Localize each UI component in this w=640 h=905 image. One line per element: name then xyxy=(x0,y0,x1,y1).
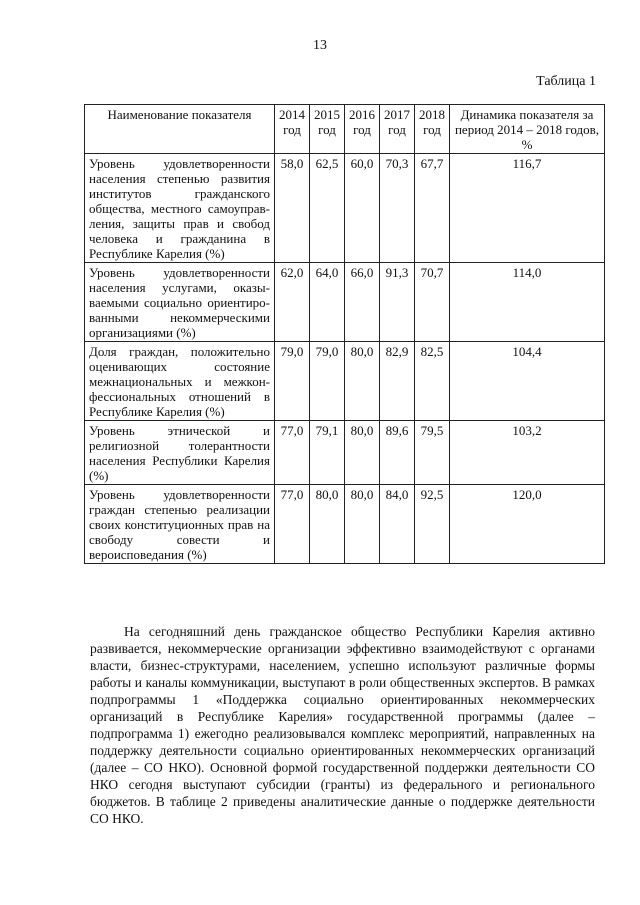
value-2014: 62,0 xyxy=(275,263,310,342)
value-2015: 79,1 xyxy=(310,421,345,485)
body-paragraph: На сегодняшний день гражданское общество Республики Карелия активно развивается, некоммерческие организации эффективно взаимодействуют с органами власти, бизнес-структурами, населением, успешно используют различные формы работы и каналы коммуникации, выступают в роли общественных экспертов. В рамках подпрограммы 1 «Поддержка социально ориентированных некоммерческих организаций в Республике Карелия» государственной программы (далее – подпрограмма 1) ежегодно реализовывался комплекс мероприятий, направленных на поддержку деятельности социально ориентированных некоммерческих организаций (далее – СО НКО). Основной формой государственной поддержки деятельности СО НКО сегодня выступают субсидии (гранты) из федерального и регионального бюджетов. В таблице 2 приведены аналитические данные о поддержке деятельности СО НКО. xyxy=(90,624,595,826)
header-year-2014 xyxy=(275,105,310,154)
value-2014: 79,0 xyxy=(275,342,310,421)
value-2016: 80,0 xyxy=(345,342,380,421)
dynamics-value: 116,7 xyxy=(450,154,605,263)
value-2014: 77,0 xyxy=(275,421,310,485)
header-year-label: 2014 xyxy=(279,107,305,122)
header-year-2015 xyxy=(310,105,345,154)
table-row xyxy=(85,421,605,485)
table-header xyxy=(85,105,605,154)
header-year-unit: год xyxy=(423,122,441,137)
header-year-label: 2017 xyxy=(384,107,410,122)
value-2015: 64,0 xyxy=(310,263,345,342)
dynamics-value: 103,2 xyxy=(450,421,605,485)
table-caption: Таблица 1 xyxy=(536,74,596,89)
dynamics-value: 104,4 xyxy=(450,342,605,421)
value-2016: 60,0 xyxy=(345,154,380,263)
header-year-unit: год xyxy=(388,122,406,137)
value-2015: 62,5 xyxy=(310,154,345,263)
value-2015: 80,0 xyxy=(310,485,345,564)
value-2018: 67,7 xyxy=(415,154,450,263)
table-body xyxy=(85,154,605,564)
header-dynamics: Динамика показателя за период 2014 – 2018 годов, % xyxy=(450,105,605,154)
value-2018: 82,5 xyxy=(415,342,450,421)
value-2017: 82,9 xyxy=(380,342,415,421)
header-year-label: 2016 xyxy=(349,107,375,122)
value-2017: 89,6 xyxy=(380,421,415,485)
header-year-unit: год xyxy=(318,122,336,137)
header-year-label: 2018 xyxy=(419,107,445,122)
table-row xyxy=(85,485,605,564)
indicator-name: Доля граждан, положительно оценивающих состояние межнациональных и межкон-фессиональных отношений в Республике Карелия (%) xyxy=(85,342,275,421)
indicators-table xyxy=(84,104,605,564)
header-year-2016 xyxy=(345,105,380,154)
value-2014: 58,0 xyxy=(275,154,310,263)
header-year-unit: год xyxy=(353,122,371,137)
indicator-name: Уровень удовлетворенности граждан степенью реализации своих конституционных прав на свободу совести и вероисповедания (%) xyxy=(85,485,275,564)
value-2018: 79,5 xyxy=(415,421,450,485)
value-2017: 70,3 xyxy=(380,154,415,263)
value-2018: 70,7 xyxy=(415,263,450,342)
table-row xyxy=(85,263,605,342)
value-2016: 66,0 xyxy=(345,263,380,342)
indicator-name: Уровень удовлетворенности населения услугами, оказы-ваемыми социально ориентиро-ванными некоммерческими организациями (%) xyxy=(85,263,275,342)
value-2016: 80,0 xyxy=(345,485,380,564)
value-2016: 80,0 xyxy=(345,421,380,485)
header-year-label: 2015 xyxy=(314,107,340,122)
dynamics-value: 120,0 xyxy=(450,485,605,564)
table-row xyxy=(85,154,605,263)
header-year-unit: год xyxy=(283,122,301,137)
header-year-2017 xyxy=(380,105,415,154)
indicator-name: Уровень удовлетворенности населения степенью развития институтов гражданского общества, местного самоуправ-ления, защиты прав и свобод человека и гражданина в Республике Карелия (%) xyxy=(85,154,275,263)
dynamics-value: 114,0 xyxy=(450,263,605,342)
value-2014: 77,0 xyxy=(275,485,310,564)
value-2017: 84,0 xyxy=(380,485,415,564)
value-2017: 91,3 xyxy=(380,263,415,342)
table-row xyxy=(85,342,605,421)
page-number: 13 xyxy=(313,38,327,53)
header-year-2018 xyxy=(415,105,450,154)
header-row xyxy=(85,105,605,154)
indicator-name: Уровень этнической и религиозной толерантности населения Республики Карелия (%) xyxy=(85,421,275,485)
header-indicator-name: Наименование показателя xyxy=(85,105,275,154)
value-2018: 92,5 xyxy=(415,485,450,564)
value-2015: 79,0 xyxy=(310,342,345,421)
